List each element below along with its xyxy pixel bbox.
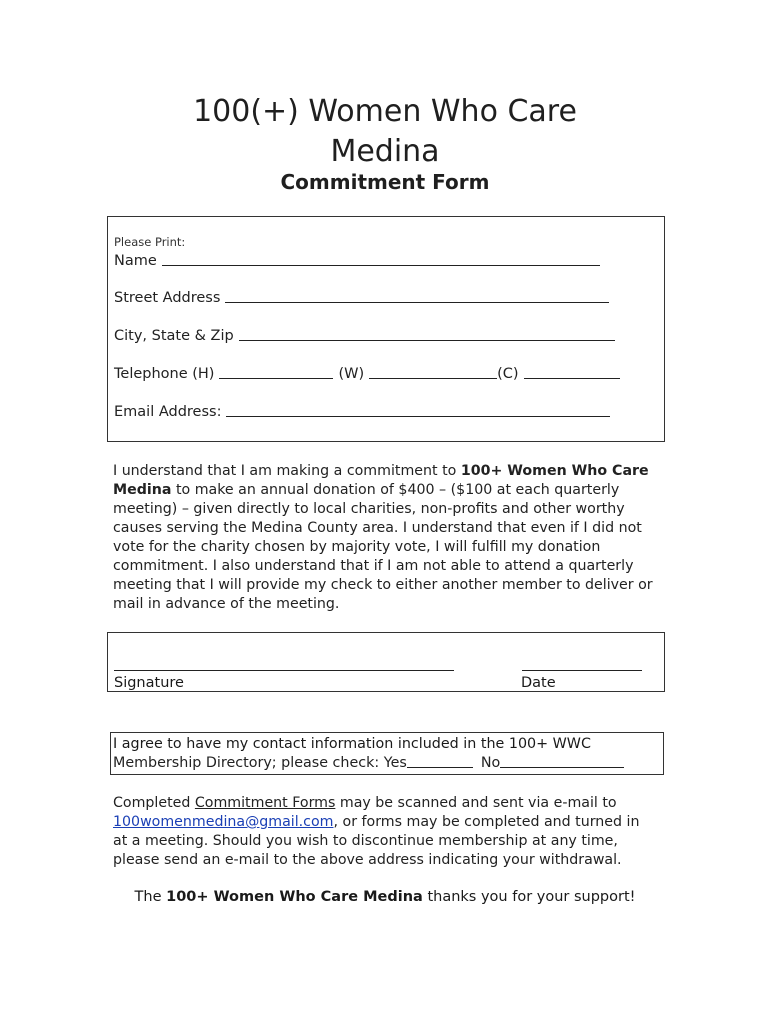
directory-line-2 xyxy=(113,755,624,771)
footer-paragraph xyxy=(113,794,653,870)
street-label: Street Address xyxy=(114,290,221,306)
signature-box xyxy=(107,632,665,692)
agreement-intro: I understand that I am making a commitment to xyxy=(113,463,461,479)
telephone-cell-label: (C) xyxy=(497,366,519,382)
email-label: Email Address: xyxy=(114,404,222,420)
city-input-line[interactable] xyxy=(239,339,615,341)
street-field-row xyxy=(114,290,609,306)
directory-yes-label: Membership Directory; please check: Yes xyxy=(113,755,407,771)
telephone-work-label: (W) xyxy=(338,366,365,382)
form-subtitle: Commitment Form xyxy=(280,170,490,194)
date-label: Date xyxy=(521,675,556,691)
directory-line-1: I agree to have my contact information included in the 100+ WWC xyxy=(113,736,591,752)
date-line[interactable] xyxy=(522,670,642,671)
footer-completed-suffix: may be scanned and sent via e-mail to xyxy=(335,795,617,811)
email-input-line[interactable] xyxy=(226,415,610,417)
agreement-paragraph xyxy=(113,462,658,614)
directory-yes-line[interactable] xyxy=(407,766,473,768)
name-field-row xyxy=(114,253,600,269)
signature-line[interactable] xyxy=(114,670,454,671)
contact-info-box xyxy=(107,216,665,442)
page-title-line-1: 100(+) Women Who Care xyxy=(193,94,577,129)
name-label: Name xyxy=(114,253,157,269)
email-link[interactable]: 100womenmedina@gmail.com xyxy=(113,814,334,830)
email-field-row xyxy=(114,404,610,420)
directory-consent-box xyxy=(110,732,664,775)
commitment-forms-text: Commitment Forms xyxy=(194,795,336,811)
thanks-org-name: 100+ Women Who Care Medina xyxy=(166,889,423,905)
telephone-home-label: Telephone (H) xyxy=(114,366,215,382)
thanks-prefix: The xyxy=(134,889,167,905)
agreement-org-name: 100+ Women Who Care Medina xyxy=(113,463,649,498)
name-input-line[interactable] xyxy=(162,264,600,266)
directory-no-line[interactable] xyxy=(500,766,624,768)
telephone-field-row xyxy=(114,366,620,382)
agreement-body: to make an annual donation of $400 – ($100 at each quarterly meeting) – given directly to local charities, non-profits and other worthy causes serving the Medina County area. I understand that even if I did not vote for the charity chosen by majority vote, I will fulfill my donation commitment. I also understand that if I am not able to attend a quarterly meeting that I will provide my check to either another member to deliver or mail in advance of the meeting. xyxy=(113,482,653,612)
city-label: City, State & Zip xyxy=(114,328,234,344)
directory-no-label: No xyxy=(480,755,501,771)
footer-after-email: , or forms may be completed and turned in at a meeting. Should you wish to discontinue membership at any time, please send an e-mail to the above address indicating your withdrawal. xyxy=(113,814,640,868)
telephone-work-input-line[interactable] xyxy=(369,377,497,379)
telephone-cell-input-line[interactable] xyxy=(524,377,620,379)
please-print-label: Please Print: xyxy=(114,235,186,249)
street-input-line[interactable] xyxy=(225,301,609,303)
telephone-home-input-line[interactable] xyxy=(219,377,333,379)
thanks-suffix: thanks you for your support! xyxy=(422,889,636,905)
page-title-line-2: Medina xyxy=(330,134,440,169)
footer-completed-prefix: Completed xyxy=(113,795,195,811)
thanks-line xyxy=(0,889,770,905)
city-field-row xyxy=(114,328,615,344)
signature-label: Signature xyxy=(114,675,184,691)
